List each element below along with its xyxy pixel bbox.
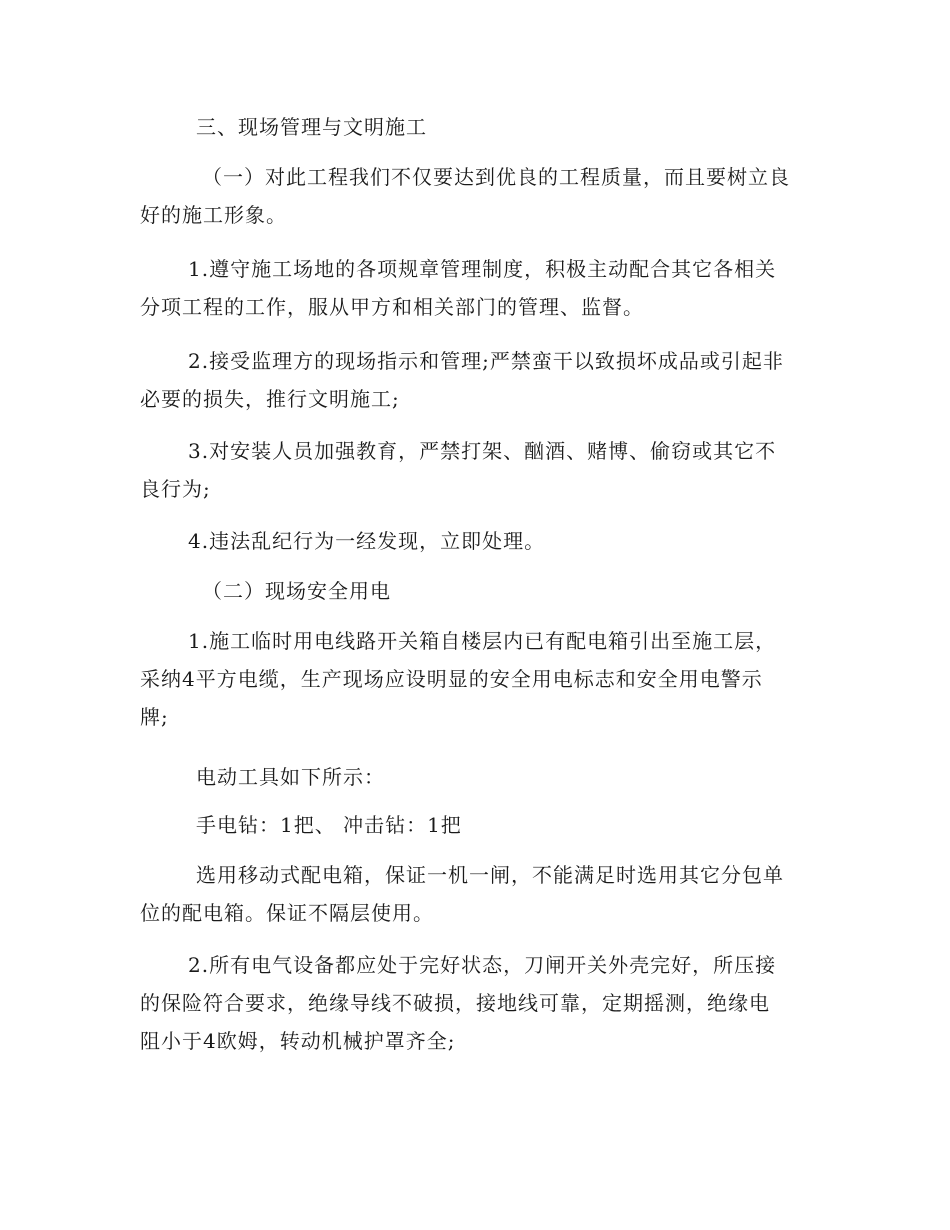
paragraph-line: 阻小于4欧姆，转动机械护罩齐全; bbox=[140, 1029, 456, 1053]
item-2-paragraph bbox=[140, 342, 820, 418]
paragraph-line: 好的施工形象。 bbox=[140, 203, 287, 227]
paragraph-line: 2.所有电气设备都应处于完好状态，刀闸开关外壳完好，所压接 bbox=[188, 953, 777, 977]
paragraph-line: 采纳4平方电缆，生产现场应设明显的安全用电标志和安全用电警示 bbox=[140, 667, 763, 691]
subsection-2-heading: （二）现场安全用电 bbox=[202, 579, 391, 603]
electric-item-1-paragraph bbox=[140, 622, 820, 736]
item-1-paragraph bbox=[140, 250, 820, 326]
paragraph-line: （一）对此工程我们不仅要达到优良的工程质量，而且要树立良 bbox=[202, 165, 790, 189]
paragraph-line: 1.施工临时用电线路开关箱自楼层内已有配电箱引出至施工层， bbox=[188, 629, 777, 653]
paragraph-line: 的保险符合要求，绝缘导线不破损，接地线可靠，定期摇测，绝缘电 bbox=[140, 991, 770, 1015]
item-3-paragraph bbox=[140, 432, 820, 508]
paragraph-line: 牌; bbox=[140, 705, 169, 729]
paragraph-line: 1.遵守施工场地的各项规章管理制度，积极主动配合其它各相关 bbox=[188, 257, 777, 281]
tools-list: 手电钻：1把、 冲击钻：1把 bbox=[196, 813, 462, 837]
paragraph-line: 2.接受监理方的现场指示和管理;严禁蛮干以致损坏成品或引起非 bbox=[188, 349, 784, 373]
paragraph-line: 3.对安装人员加强教育，严禁打架、酗酒、赌博、偷窃或其它不 bbox=[188, 439, 777, 463]
subsection-1-paragraph bbox=[140, 158, 820, 234]
section-heading: 三、现场管理与文明施工 bbox=[196, 115, 427, 139]
paragraph-line: 良行为; bbox=[140, 477, 211, 501]
paragraph-line: 必要的损失，推行文明施工; bbox=[140, 387, 400, 411]
paragraph-line: 分项工程的工作，服从甲方和相关部门的管理、监督。 bbox=[140, 295, 644, 319]
tools-intro: 电动工具如下所示： bbox=[196, 765, 385, 789]
item-4-paragraph: 4.违法乱纪行为一经发现，立即处理。 bbox=[188, 529, 546, 553]
distribution-box-paragraph bbox=[140, 856, 820, 932]
paragraph-line: 选用移动式配电箱，保证一机一闸，不能满足时选用其它分包单 bbox=[196, 863, 784, 887]
paragraph-line: 位的配电箱。保证不隔层使用。 bbox=[140, 901, 434, 925]
electric-item-2-paragraph bbox=[140, 946, 820, 1060]
